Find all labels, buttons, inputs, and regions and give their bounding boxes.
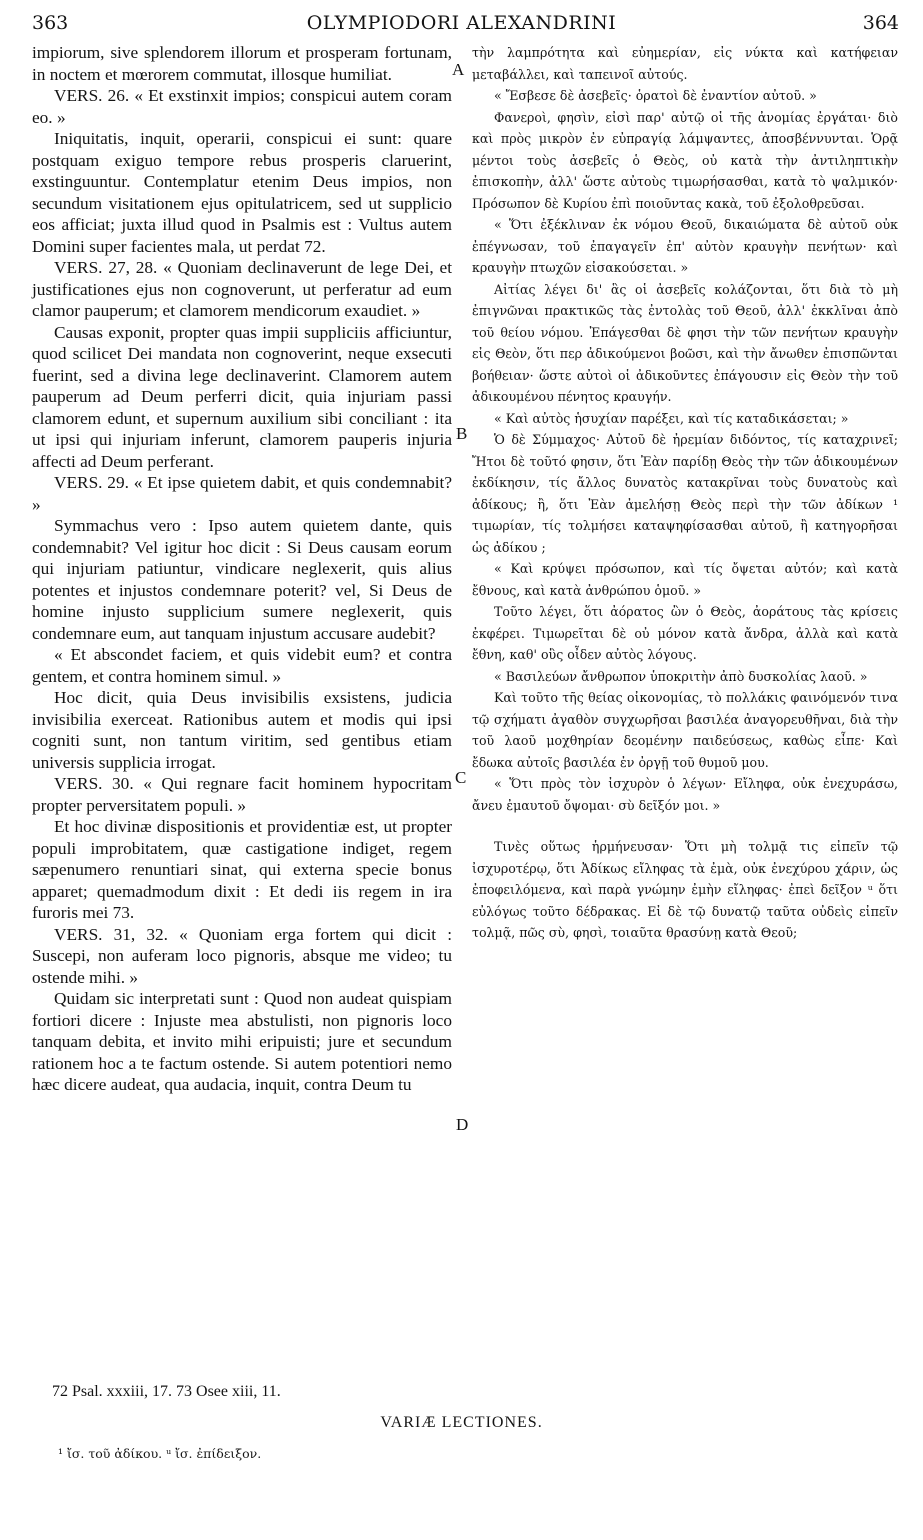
latin-paragraph: VERS. 31, 32. « Quoniam erga fortem qui dicit : Suscepi, non auferam loco pignoris, absque me video; tu ostende mihi. » (32, 924, 452, 987)
footnotes: 72 Psal. xxxiii, 17. 73 Osee xiii, 11. (52, 1383, 281, 1400)
greek-paragraph: « Ἔσβεσε δὲ ἀσεβεῖς· ὁρατοὶ δὲ ἐναντίον αὐτοῦ. » (494, 88, 817, 103)
greek-paragraph: « Ὅτι ἐξέκλιναν ἐκ νόμου Θεοῦ, δικαιώματα δὲ αὐτοῦ οὐκ ἐπέγνωσαν, τοῦ ἐπαγαγεῖν ἐπ' αὐτὸν κραυγὴν πενήτων· καὶ κραυγὴν πτωχῶν εἰσακούσεται. » (472, 217, 898, 275)
page-header (0, 12, 923, 38)
page-number-right: 364 (862, 12, 899, 34)
margin-marker-b: B (456, 424, 468, 443)
margin-marker-c: C (455, 768, 467, 787)
latin-paragraph: Et hoc divinæ dispositionis et providentiæ est, ut propter populi improbitatem, quæ castigatione indiget, regem sæpenumero renuntiari sinat, qui externa specie bonus apparet; quemadmodum dixit : Et dedi iis regem in ira furoris mei 73. (32, 817, 452, 922)
latin-paragraph: « Et abscondet faciem, et quis videbit eum? et contra gentem, et contra hominem simul. » (32, 645, 452, 686)
latin-paragraph: Quidam sic interpretati sunt : Quod non audeat quispiam fortiori dicere : Injuste mea abstulisti, non pignoris loco tanquam debita, et invito mihi eripuisti; jure et secundum rationem hoc a te factum ostende. Si autem potentiori nemo hæc dicere audeat, qua audacia, inquit, contra Deum tu (32, 989, 452, 1094)
page-number-left: 363 (32, 12, 69, 34)
latin-paragraph: VERS. 30. « Qui regnare facit hominem hypocritam propter perversitatem populi. » (32, 774, 452, 815)
greek-paragraph: τὴν λαμπρότητα καὶ εὐημερίαν, εἰς νύκτα καὶ κατήφειαν μεταβάλλει, καὶ ταπεινοῖ αὐτούς. (472, 45, 898, 82)
latin-column (32, 42, 452, 1096)
latin-paragraph: Iniquitatis, inquit, operarii, conspicui ei sunt: quare postquam exiguo tempore rebus prosperis claruerint, exstinguuntur. Contemplatur etenim Deus impios, non secundum visitationem ejus opitulatricem, sed ut supplicio eos afficiat; juxta illud quod in Psalmis est : Vultus autem Domini super facientes mala, ut perdat 72. (32, 129, 452, 256)
latin-paragraph: Symmachus vero : Ipso autem quietem dante, quis condemnabit? Vel igitur hoc dicit : Si Deus causam eorum qui injuriam patiuntur, vindicare neglexerit, quis alius potentes et injustos condemnare poterit? vel, Si Deus de homine injusto supplicium sumere neglexerit, quis condemnare eum, aut tanquam injustum accusare audebit? (32, 516, 452, 643)
running-title: OLYMPIODORI ALEXANDRINI (306, 12, 617, 34)
latin-paragraph: Hoc dicit, quia Deus invisibilis exsistens, judicia invisibilia exerceat. Rationibus autem et modis qui ipsi cogniti sunt, non tantum viritim, sed gentibus etiam universis supplicia irrogat. (32, 688, 452, 772)
margin-marker-d: D (456, 1115, 469, 1134)
greek-paragraph: « Καὶ κρύψει πρόσωπον, καὶ τίς ὄψεται αὐτόν; καὶ κατὰ ἔθνους, καὶ κατὰ ἀνθρώπου ὁμοῦ. » (472, 561, 898, 598)
greek-column (472, 42, 898, 944)
greek-paragraph: Αἰτίας λέγει δι' ἃς οἱ ἀσεβεῖς κολάζονται, ὅτι διὰ τὸ μὴ ἐπιγνῶναι πρακτικῶς τὰς ἐντολὰς τοῦ Θεοῦ, ἀλλ' ἐκκλῖναι ἀπὸ τοῦ θείου νόμου. Ἐπάγεσθαι δὲ φησι τὴν τῶν πενήτων κραυγὴν εἰς Θεὸν, ὅτι περ ἀδικούμενοι βοῶσι, καὶ τὴν ἄνωθεν ἐπισπῶνται βοήθειαν· ὥστε αὐτοὶ οἱ ἀδικοῦντες ἐπάγουσιν εἰς Θεὸν τὴν τοῦ ἀδικουμένου πένητος κραυγήν. (472, 281, 898, 404)
greek-paragraph: « Βασιλεύων ἄνθρωπον ὑποκριτὴν ἀπὸ δυσκολίας λαοῦ. » (494, 668, 868, 684)
latin-paragraph: VERS. 29. « Et ipse quietem dabit, et quis condemnabit? » (32, 473, 452, 514)
latin-paragraph: VERS. 26. « Et exstinxit impios; conspicui autem coram eo. » (32, 86, 452, 127)
latin-paragraph: Causas exponit, propter quas impii suppliciis afficiuntur, quod scilicet Dei mandata non cognoverint, neque exsecuti fuerint, sed a divina lege declinaverint. Clamorem autem pauperum ad Deum perferri dicit, quia injuriam passi clamorem edunt, et supernum auxilium sibi conciliant : ita ut ipsi qui injuriam inferunt, clamorem pauperis injuria affecti ad Deum perferant. (32, 322, 452, 471)
greek-paragraph: Καὶ τοῦτο τῆς θείας οἰκονομίας, τὸ πολλάκις φαινόμενόν τινα τῷ σχήματι ἀγαθὸν συγχωρῆσαι βασιλέα ἀναγορευθῆναι, διὰ τὴν τοῦ λαοῦ μοχθηρίαν δεομένην παιδεύσεως, καθὼς εἶπε· Καὶ ἔδωκα αὐτοῖς βασιλέα ἐν ὀργῇ τοῦ θυμοῦ μου. (472, 690, 898, 770)
greek-paragraph: Τινὲς οὕτως ἡρμήνευσαν· Ὅτι μὴ τολμᾷ τις εἰπεῖν τῷ ἰσχυροτέρῳ, ὅτι Ἀδίκως εἴληφας τὰ ἐμὰ, οὐκ ἐνεχύρου χάριν, ὡς ἐποφειλόμενα, καὶ παρὰ γνώμην ἐμὴν εἴληφας· ἐπεὶ δεῖξον ᵘ ὅτι εὐλόγως τοῦτο δέδρακας. Εἰ δὲ τῷ δυνατῷ ταῦτα οὐδεὶς εἰπεῖν τολμᾷ, πῶς σὺ, φησὶ, τοιαῦτα θρασύνῃ κατὰ Θεοῦ; (472, 839, 898, 940)
greek-paragraph: Τοῦτο λέγει, ὅτι ἀόρατος ὢν ὁ Θεὸς, ἀοράτους τὰς κρίσεις ἐκφέρει. Τιμωρεῖται δὲ οὐ μόνον κατὰ ἄνδρα, ἀλλὰ καὶ κατὰ ἔθνη, καθ' οὓς οἶδεν αὐτὸς λόγους. (472, 604, 898, 662)
latin-paragraph: VERS. 27, 28. « Quoniam declinaverunt de lege Dei, et justificationes ejus non cognoverunt, ut perferatur ad eum clamor pauperum; et clamorem mendicorum exaudiet. » (32, 258, 452, 320)
variae-lectiones-lines: ¹ ἴσ. τοῦ ἀδίκου. ᵘ ἴσ. ἐπίδειξον. (58, 1446, 262, 1461)
greek-paragraph: « Καὶ αὐτὸς ἡσυχίαν παρέξει, καὶ τίς καταδικάσεται; » (494, 410, 849, 426)
greek-paragraph: « Ὅτι πρὸς τὸν ἰσχυρὸν ὁ λέγων· Εἴληφα, οὐκ ἐνεχυράσω, ἄνευ ἐμαυτοῦ ὄψομαι· σὺ δεῖξόν μοι. » (472, 776, 898, 813)
variae-lectiones-heading: VARIÆ LECTIONES. (380, 1414, 543, 1431)
margin-marker-a: A (452, 60, 465, 79)
greek-paragraph: Φανεροὶ, φησὶν, εἰσὶ παρ' αὐτῷ οἱ τῆς ἀνομίας ἐργάται· διὸ καὶ πρὸς μικρὸν ἐν εὐπραγίᾳ λάμψαντες, ἀποσβέννυνται. Ὁρᾷ μέντοι τοὺς ἀσεβεῖς ὁ Θεὸς, οὐ κατὰ τὴν ἀντιληπτικὴν ἐπισκοπὴν, ἀλλ' ὥστε αὐτοὺς τιμωρήσασθαι, κατὰ τὸ ψαλμικόν· Πρόσωπον δὲ Κυρίου ἐπὶ ποιοῦντας κακὰ, τοῦ ἐξολοθρεῦσαι. (472, 109, 898, 211)
latin-paragraph: impiorum, sive splendorem illorum et prosperam fortunam, in noctem et mœrorem commutat, illosque humiliat. (32, 43, 452, 84)
greek-paragraph: Ὁ δὲ Σύμμαχος· Αὐτοῦ δὲ ἠρεμίαν διδόντος, τίς καταχρινεῖ; Ἤτοι δὲ τοῦτό φησιν, ὅτι Ἐὰν παρίδῃ Θεὸς τὴν τῶν ἀδικουμένων ἐκδίκησιν, τίς ἄλλος δυνατὸς κατακρῖναι τοὺς δυνατοὺς καὶ ἀδίκους; ἢ, ὅτι Ἐὰν ἀμελήσῃ Θεὸς περὶ τὴν τῶν ἀδίκων ¹ τιμωρίαν, τίς τολμήσει καταψηφίσασθαι αὐτοῦ, ἢ κατηγορῆσαι ὡς ἀδίκου ; (472, 432, 898, 555)
